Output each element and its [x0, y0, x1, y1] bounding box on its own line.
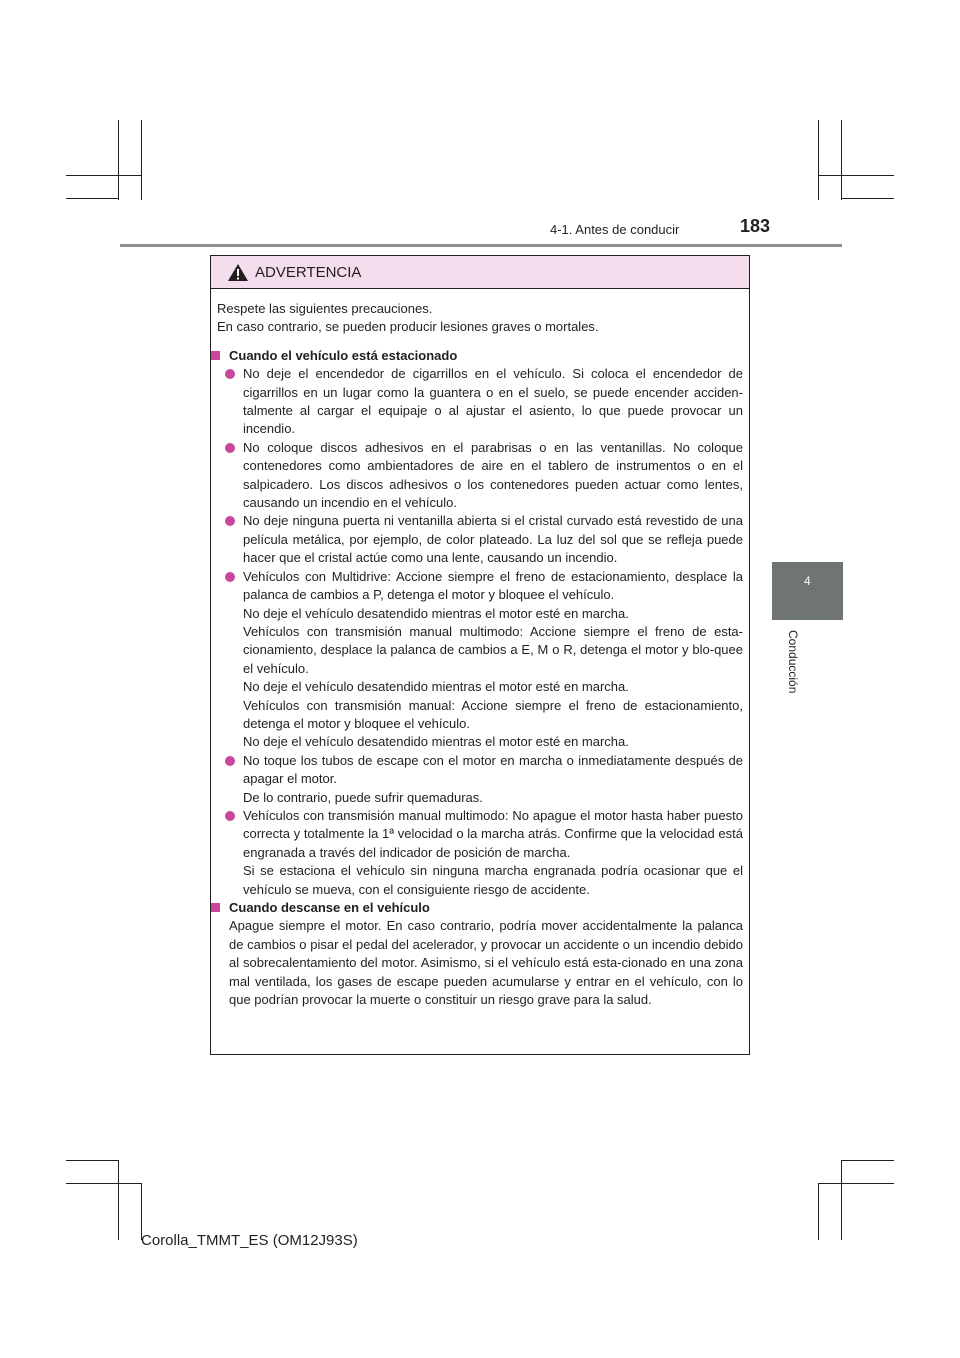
crop-mark — [818, 175, 894, 176]
circle-bullet-icon — [225, 811, 235, 821]
page-number: 183 — [740, 216, 771, 236]
list-item — [211, 752, 749, 807]
list-item-text: De lo contrario, puede sufrir quemaduras. — [243, 789, 483, 805]
list-item-text: No toque los tubos de escape con el motor en marcha o inmediatamente después de apagar el motor. — [243, 752, 743, 787]
crop-mark — [841, 1160, 842, 1240]
list-item-text: Vehículos con transmisión manual multimodo: No apague el motor hasta haber puesto correcta y totalmente la 1ª velocidad o la marcha atrás. Confirme que la velocidad está engranada a través del indicador de posición de marcha. — [243, 807, 743, 860]
crop-mark — [818, 120, 819, 200]
chapter-label: Conducción — [786, 630, 800, 694]
list-item-text: Si se estaciona el vehículo sin ninguna marcha engranada podría ocasionar que el vehículo se mueva, con el consiguiente riesgo de accidente. — [243, 863, 743, 897]
warning-content — [211, 300, 749, 1009]
crop-mark — [841, 120, 842, 200]
list-item-text: No deje el vehículo desatendido mientras el motor esté en marcha. — [243, 605, 629, 621]
header-rule — [120, 244, 842, 247]
crop-mark — [118, 1160, 119, 1240]
crop-mark — [141, 120, 142, 200]
warning-title: ADVERTENCIA — [255, 264, 362, 281]
crop-mark — [66, 198, 118, 199]
list-item — [211, 512, 749, 567]
circle-bullet-icon — [225, 756, 235, 766]
crop-mark — [818, 1183, 894, 1184]
list-item-text: No coloque discos adhesivos en el parabrisas o en las ventanillas. No coloque contenedores como ambientadores de aire en el tablero de instrumentos o en el salpicadero. Los discos adhesivos o los contenedores pueden actuar como lentes, causando un incendio en el vehículo. — [243, 439, 743, 511]
circle-bullet-icon — [225, 572, 235, 582]
subparagraph-text: No deje el vehículo desatendido mientras el motor esté en marcha. — [243, 679, 629, 695]
crop-mark — [66, 1160, 118, 1161]
list-subparagraph — [211, 623, 749, 697]
circle-bullet-icon — [225, 516, 235, 526]
section-heading — [211, 899, 749, 917]
list-item — [211, 807, 749, 899]
circle-bullet-icon — [225, 369, 235, 379]
crop-mark — [841, 1160, 894, 1161]
warning-header — [211, 256, 749, 289]
crop-mark — [841, 198, 894, 199]
document-id: Corolla_TMMT_ES (OM12J93S) — [141, 1232, 358, 1249]
subparagraph-text: Vehículos con transmisión manual multimodo: Accione siempre el freno de esta-cionamiento, desplace la palanca de cambios a E, M o R, detenga el motor y blo-quee el vehículo. — [243, 623, 743, 676]
square-bullet-icon — [211, 351, 220, 360]
section-title: 4-1. Antes de conducir — [550, 222, 680, 237]
chapter-tab — [772, 562, 843, 620]
list-item-text: No deje ninguna puerta ni ventanilla abierta si el cristal curvado está revestido de una película metálica, por ejemplo, de color plateado. La luz del sol que se refleja puede hacer que el cristal actúe como una lente, causando un incendio. — [243, 513, 743, 566]
section-paragraph: Apague siempre el motor. En caso contrario, podría mover accidentalmente la palanca de cambios o pisar el pedal del acelerador, y provocar un accidente o un incendio debido al sobrecalentamiento del motor. Asimismo, si el vehículo está esta-cionado en una zona mal ventilada, los gases de escape pueden acumularse y entrar en el vehículo, con lo que podrían provocar la muerte o constituir un riesgo grave para la salud. — [229, 918, 743, 1008]
crop-mark — [818, 1183, 819, 1240]
subparagraph-text: Vehículos con transmisión manual: Accione siempre el freno de estacionamiento, detenga el motor y bloquee el vehículo. — [243, 697, 743, 731]
crop-mark — [66, 175, 141, 176]
chapter-label-wrap — [786, 630, 800, 710]
subparagraph-text: No deje el vehículo desatendido mientras el motor esté en marcha. — [243, 734, 629, 750]
list-item-text: Vehículos con Multidrive: Accione siempre el freno de estacionamiento, desplace la palanca de cambios a P, detenga el motor y bloquee el vehículo. — [243, 568, 743, 603]
section-heading-text: Cuando descanse en el vehículo — [229, 900, 430, 915]
intro-text — [211, 300, 749, 337]
warning-triangle-icon — [227, 263, 249, 282]
crop-mark — [66, 1183, 141, 1184]
list-item — [211, 439, 749, 513]
list-item-text: No deje el encendedor de cigarrillos en el vehículo. Si coloca el encendedor de cigarrillos en un lugar como la guantera o en el suelo, se puede encender acciden-talmente al cargar el equipaje o al ajustar el asiento, lo que puede provocar un incendio. — [243, 366, 743, 437]
intro-line: En caso contrario, se pueden producir lesiones graves o mortales. — [217, 319, 599, 335]
section-heading — [211, 347, 749, 365]
list-item — [211, 365, 749, 439]
list-subparagraph — [211, 697, 749, 752]
intro-line: Respete las siguientes precauciones. — [217, 301, 433, 316]
warning-box — [210, 255, 750, 1055]
circle-bullet-icon — [225, 443, 235, 453]
chapter-number: 4 — [804, 574, 811, 588]
crop-mark — [118, 120, 119, 200]
list-item — [211, 568, 749, 623]
square-bullet-icon — [211, 903, 220, 912]
section-heading-text: Cuando el vehículo está estacionado — [229, 347, 458, 363]
